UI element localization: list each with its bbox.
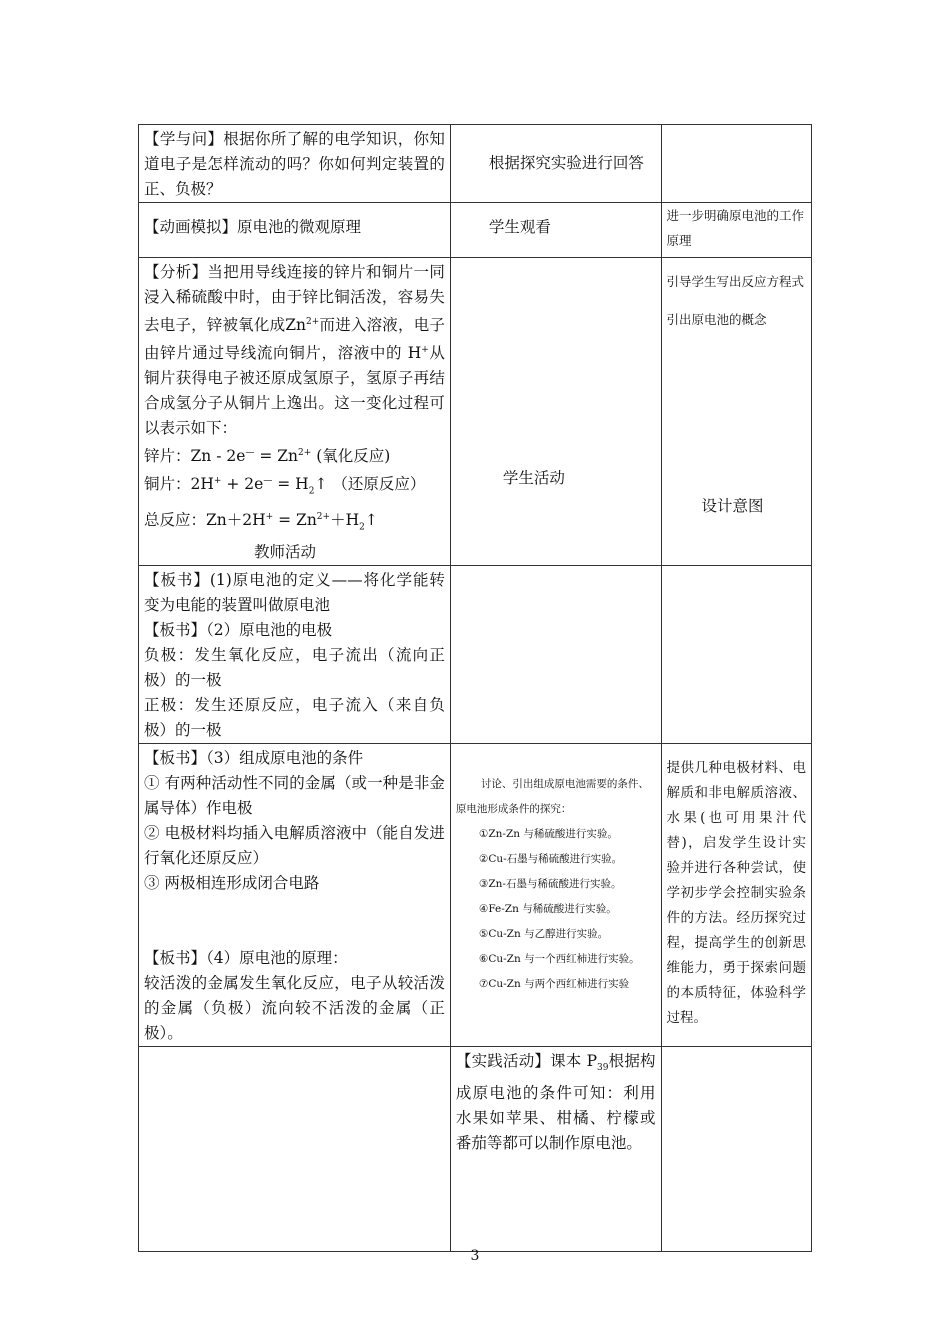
cell-teacher	[139, 743, 451, 1046]
cell-student	[450, 743, 661, 1046]
cell-intent	[661, 1046, 811, 1251]
condition-3: ③ 两极相连形成闭合电路	[144, 873, 320, 892]
experiment-item: ⑥Cu-Zn 与一个西红柿进行实验。	[478, 952, 640, 965]
cell-student	[450, 203, 661, 258]
cell-teacher	[139, 203, 451, 258]
cell-intent	[661, 125, 811, 203]
cell-teacher	[139, 258, 451, 566]
cell-text: 根据探究实验进行回答	[488, 154, 644, 172]
column-header-intent: 设计意图	[701, 497, 764, 515]
experiment-item: ⑤Cu-Zn 与乙醇进行实验。	[478, 927, 609, 940]
cell-intent	[661, 203, 811, 258]
cell-text: 【动画模拟】原电池的微观原理	[144, 218, 362, 236]
table-row	[139, 125, 812, 203]
table-row	[139, 258, 812, 566]
cell-text: 引导学生写出反应方程式	[666, 274, 805, 289]
page-number: 3	[470, 1248, 480, 1264]
board-principle: 【板书】（4）原电池的原理：	[144, 948, 348, 967]
column-header-teacher: 教师活动	[254, 542, 317, 561]
cell-text: 学生观看	[488, 218, 551, 236]
experiment-item: ①Zn-Zn 与稀硫酸进行实验。	[478, 827, 618, 840]
equation-zinc: 锌片：$Zn - 2e^— = Zn^{2+}$ (氧化反应)	[144, 447, 391, 466]
principle-text: 较活泼的金属发生氧化反应，电子从较活泼的金属（负极）流向较不活泼的金属（正极）。	[144, 973, 445, 1042]
board-conditions: 【板书】（3）组成原电池的条件	[144, 748, 364, 767]
condition-1: ① 有两种活动性不同的金属（或一种是非金属导体）作电极	[144, 773, 445, 817]
cell-intent	[661, 258, 811, 566]
board-electrode: 【板书】（2）原电池的电极	[144, 620, 333, 639]
table-row	[139, 743, 812, 1046]
cell-student	[450, 1046, 661, 1251]
experiment-item: ⑦Cu-Zn 与两个西红柿进行实验	[478, 977, 630, 990]
cell-text: 进一步明确原电池的工作原理	[666, 208, 805, 248]
board-definition: 【板书】(1)原电池的定义——将化学能转变为电能的装置叫做原电池	[144, 570, 445, 614]
cell-intent	[661, 743, 811, 1046]
equation-total: 总反应：$Zn+2H^+ = Zn^{2+}+H_2↑$	[144, 510, 378, 532]
positive-electrode: 正极：发生还原反应，电子流入（来自负极）的一极	[144, 695, 445, 739]
condition-2: ② 电极材料均插入电解质溶液中（能自发进行氧化还原反应）	[144, 823, 445, 867]
cell-teacher	[139, 125, 451, 203]
lesson-plan-table	[138, 124, 812, 1252]
table-row	[139, 203, 812, 258]
cell-text: 提供几种电极材料、电解质和非电解质溶液、水果(也可用果汁代替)，启发学生设计实验并进行各种尝试，使学初步学会控制实验条件的方法。经历探究过程，提高学生的创新思维能力，勇于探索问题的本质特征，体验科学过程。	[666, 759, 806, 1026]
equation-copper: 铜片：$2H^+ + 2e^— = H_2↑$ （还原反应）	[144, 475, 426, 497]
cell-teacher	[139, 565, 451, 743]
cell-text: 引出原电池的概念	[666, 312, 767, 327]
cell-intent	[661, 565, 811, 743]
cell-student	[450, 125, 661, 203]
cell-student	[450, 565, 661, 743]
experiment-item: ②Cu-石墨与稀硫酸进行实验。	[478, 852, 623, 865]
experiment-item: ③Zn-石墨与稀硫酸进行实验。	[478, 877, 622, 890]
table-row	[139, 1046, 812, 1251]
experiment-item: ④Fe-Zn 与稀硫酸进行实验。	[478, 902, 617, 915]
analysis-paragraph: 【分析】当把用导线连接的锌片和铜片一同浸入稀硫酸中时，由于锌比铜活泼，容易失去电子，锌被氧化成$Zn^{2+}$而进入溶液，电子由锌片通过导线流向铜片，溶液中的 H+从铜片获得电子被还原成氢原子，氢原子再结合成氢分子从铜片上逸出。这一变化过程可以表示如下：	[144, 263, 445, 438]
discussion-intro: 讨论、引出组成原电池需要的条件、原电池形成条件的探究：	[455, 777, 649, 815]
cell-teacher	[139, 1046, 451, 1251]
practice-activity: 【实践活动】课本 $P_{39}$根据构成原电池的条件可知：利用水果如苹果、柑橘、柠檬或番茄等都可以制作原电池。	[455, 1051, 656, 1153]
negative-electrode: 负极：发生氧化反应，电子流出（流向正极）的一极	[144, 645, 445, 689]
cell-student	[450, 258, 661, 566]
column-header-student: 学生活动	[502, 469, 565, 487]
table-row	[139, 565, 812, 743]
cell-text: 【学与问】根据你所了解的电学知识，你知道电子是怎样流动的吗？你如何判定装置的正、负极？	[144, 130, 445, 198]
